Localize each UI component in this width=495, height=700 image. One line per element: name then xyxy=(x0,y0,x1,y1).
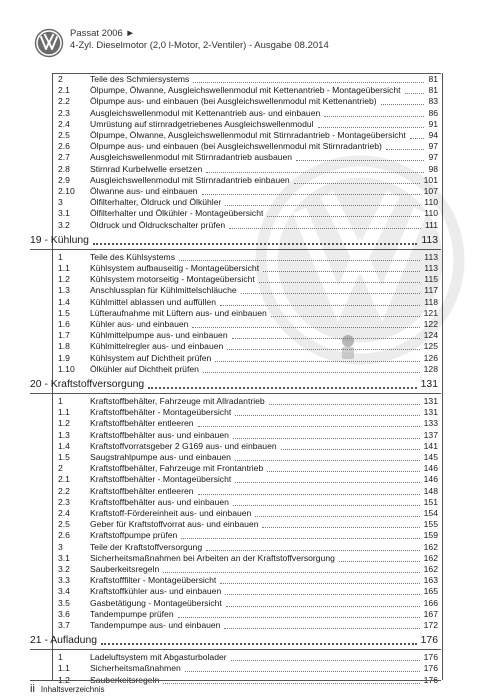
toc-entry-title: Ausgleichswellenmodul mit Stirnradantrieb ausbauen xyxy=(90,152,293,163)
toc-leader-dots xyxy=(181,538,419,539)
toc-entry[interactable] xyxy=(58,598,438,609)
chapter-rule xyxy=(30,393,441,394)
page-footer xyxy=(30,683,104,695)
toc-entry-number: 2.4 xyxy=(58,118,70,129)
toc-leader-dots xyxy=(235,482,419,483)
toc-entry-number: 3 xyxy=(58,541,63,552)
toc-entry-page: 137 xyxy=(423,429,438,440)
toc-entry-page: 176 xyxy=(423,652,438,663)
toc-leader-dots xyxy=(203,372,420,373)
toc-entry[interactable] xyxy=(58,152,438,163)
toc-entry-title: Kraftstoff-Fördereinheit aus- und einbauen xyxy=(90,508,252,518)
toc-entry-number: 2.6 xyxy=(58,141,70,152)
toc-entry[interactable] xyxy=(58,208,438,219)
toc-entry-number: 3.2 xyxy=(58,564,70,574)
toc-entry-page: 125 xyxy=(423,341,438,352)
toc-entry-page: 86 xyxy=(428,107,438,118)
toc-entry-number: 3.5 xyxy=(58,597,70,608)
toc-leader-dots xyxy=(231,660,420,661)
toc-entry-page: 141 xyxy=(423,440,438,451)
toc-entry-number: 2.6 xyxy=(58,530,70,541)
footer-rule xyxy=(30,680,441,681)
toc-entry-number: 1.10 xyxy=(58,363,75,374)
toc-entry[interactable] xyxy=(58,341,438,352)
toc-entry[interactable] xyxy=(58,186,438,197)
toc-entry-number: 3.1 xyxy=(58,208,70,219)
toc-entry[interactable] xyxy=(58,452,438,463)
toc-entry-number: 1 xyxy=(58,396,63,406)
toc-leader-dots xyxy=(269,404,420,405)
toc-entry-title: Kühlmittel ablassen und auffüllen xyxy=(90,296,216,307)
toc-entry-number: 3.7 xyxy=(58,620,70,630)
toc-entry[interactable] xyxy=(58,274,438,285)
toc-entry[interactable] xyxy=(58,620,438,631)
toc-entry-page: 83 xyxy=(428,96,438,107)
toc-leader-dots xyxy=(255,516,419,517)
toc-leader-dots xyxy=(226,606,420,607)
toc-entry[interactable] xyxy=(58,164,438,175)
toc-entry-page: 133 xyxy=(423,418,438,429)
toc-entry[interactable] xyxy=(58,430,438,441)
toc-entry-number: 3.6 xyxy=(58,608,70,619)
toc-entry-page: 110 xyxy=(424,197,438,208)
toc-entry-number: 1.1 xyxy=(58,263,70,273)
toc-entry[interactable] xyxy=(58,285,438,296)
toc-leader-dots xyxy=(198,494,420,495)
toc-entry-page: 166 xyxy=(423,597,438,608)
toc-entry-title: Kraftstoffkühler aus- und einbauen xyxy=(90,586,222,597)
toc-entry[interactable] xyxy=(58,542,438,553)
toc-entry[interactable] xyxy=(58,364,438,375)
toc-leader-dots xyxy=(101,643,417,645)
toc-chapter-entry[interactable] xyxy=(30,234,438,248)
toc-entry[interactable] xyxy=(58,141,438,152)
toc-entry-number: 3 xyxy=(58,197,63,208)
toc-leader-dots xyxy=(215,361,419,362)
toc-entry-number: 1.6 xyxy=(58,319,70,329)
toc-entry-title: Ausgleichswellenmodul mit Stirnradantrieb einbauen xyxy=(90,174,290,185)
toc-leader-dots xyxy=(381,104,425,105)
toc-entry-title: Teile des Kühlsystems xyxy=(90,251,176,262)
toc-entry-number: 3.2 xyxy=(58,219,70,230)
toc-entry-title: Lüfteraufnahme mit Lüftern aus- und einbauen xyxy=(90,307,267,318)
toc-chapter-page: 113 xyxy=(421,234,438,246)
toc-leader-dots xyxy=(198,426,420,427)
toc-entry-page: 151 xyxy=(423,496,438,507)
toc-entry-page: 115 xyxy=(424,274,438,285)
toc-leader-dots xyxy=(229,228,421,229)
toc-entry-title: Tandempumpe prüfen xyxy=(90,608,174,619)
toc-entry-page: 145 xyxy=(423,452,438,462)
toc-entry-title: Ölfilterhalter und Ölkühler - Montageübersicht xyxy=(90,208,264,219)
toc-entry-title: Geber für Kraftstoffvorrat aus- und einbauen xyxy=(90,519,259,530)
toc-leader-dots xyxy=(318,127,425,128)
toc-entry-page: 162 xyxy=(423,564,438,574)
toc-leader-dots xyxy=(233,505,420,506)
toc-entry-title: Kühlmittelregler aus- und einbauen xyxy=(90,341,224,352)
toc-entry-title: Sauberkeitsregeln xyxy=(90,674,160,685)
toc-entry-page: 118 xyxy=(424,296,438,307)
toc-leader-dots xyxy=(225,594,419,595)
chapter-rule xyxy=(30,649,441,650)
toc-entry[interactable] xyxy=(58,263,438,274)
toc-entry[interactable] xyxy=(58,85,438,96)
toc-entry[interactable] xyxy=(58,330,438,341)
toc-entry-page: 131 xyxy=(423,396,438,406)
toc-entry-number: 2.7 xyxy=(58,152,70,163)
toc-entry-page: 165 xyxy=(423,586,438,597)
toc-entry-page: 94 xyxy=(428,130,438,140)
toc-entry-title: Kühlsystem motorseitig - Montageübersicht xyxy=(90,274,255,285)
toc-entry-page: 113 xyxy=(424,263,438,273)
toc-entry-number: 1 xyxy=(58,652,63,663)
toc-entry-title: Ölwanne aus- und einbauen xyxy=(90,186,198,196)
toc-entry[interactable] xyxy=(58,564,438,575)
toc-leader-dots xyxy=(232,338,420,339)
toc-leader-dots xyxy=(267,216,420,217)
toc-entry-number: 1.8 xyxy=(58,341,70,352)
toc-chapter-entry[interactable] xyxy=(30,634,438,648)
toc-entry-page: 122 xyxy=(423,319,438,329)
toc-entry[interactable] xyxy=(58,530,438,541)
toc-entry-page: 176 xyxy=(423,674,438,685)
toc-leader-dots xyxy=(163,572,419,573)
toc-entry-number: 2.9 xyxy=(58,174,70,185)
toc-entry-title: Kraftstoffbehälter, Fahrzeuge mit Allradantrieb xyxy=(90,396,265,406)
toc-entry-title: Kraftstoffbehälter entleeren xyxy=(90,485,194,496)
toc-entry-title: Teile des Schmiersystems xyxy=(90,74,190,84)
toc-leader-dots xyxy=(267,471,419,472)
toc-entry[interactable] xyxy=(58,519,438,530)
toc-entry[interactable] xyxy=(58,96,438,107)
toc-entry-title: Kühler aus- und einbauen xyxy=(90,319,189,329)
toc-entry-number: 2.8 xyxy=(58,163,70,174)
toc-entry-page: 117 xyxy=(424,285,438,296)
toc-chapter-title: 21 - Aufladung xyxy=(30,635,98,647)
toc-entry-number: 1.1 xyxy=(58,663,70,674)
toc-leader-dots xyxy=(259,282,421,283)
toc-entry[interactable] xyxy=(58,108,438,119)
toc-leader-dots xyxy=(296,160,424,161)
header-line1: Passat 2006 ► xyxy=(70,28,135,39)
toc-entry[interactable] xyxy=(58,175,438,186)
toc-leader-dots xyxy=(224,628,419,629)
toc-entry[interactable] xyxy=(58,553,438,564)
toc-entry-title: Kühlmittelpumpe aus- und einbauen xyxy=(90,330,228,341)
toc-entry[interactable] xyxy=(58,474,438,485)
document-header xyxy=(70,28,329,52)
toc-entry-title: Kraftstoffvorratsgeber 2 G169 aus- und einbauen xyxy=(90,440,277,451)
toc-leader-dots xyxy=(220,305,420,306)
toc-entry-number: 1.7 xyxy=(58,330,70,341)
toc-leader-dots xyxy=(206,550,420,551)
toc-entry-title: Kraftstoffbehälter - Montageübersicht xyxy=(90,407,232,418)
toc-entry-page: 98 xyxy=(428,163,438,174)
toc-entry-title: Kraftstoffbehälter, Fahrzeuge mit Frontantrieb xyxy=(90,463,264,474)
toc-entry-number: 1.3 xyxy=(58,285,70,296)
toc-entry-title: Gasbetätigung - Montageübersicht xyxy=(90,597,222,608)
toc-entry-number: 1.2 xyxy=(58,674,70,685)
toc-leader-dots xyxy=(233,438,420,439)
toc-entry-title: Ölfilterhalter, Öldruck und Ölkühler xyxy=(90,197,222,208)
toc-chapter-page: 131 xyxy=(420,379,438,390)
toc-entry-title: Kraftstoffbehälter aus- und einbauen xyxy=(90,429,229,440)
toc-chapter-title: 20 - Kraftstoffversorgung xyxy=(30,379,145,390)
toc-entry-page: 81 xyxy=(428,74,438,84)
toc-entry[interactable] xyxy=(58,441,438,452)
toc-entry-title: Ölkühler auf Dichtheit prüfen xyxy=(90,363,199,374)
toc-leader-dots xyxy=(148,387,416,389)
toc-entry-title: Sicherheitsmaßnahmen xyxy=(90,663,181,674)
toc-entry-title: Saugstrahlpumpe aus- und einbauen xyxy=(90,452,231,462)
toc-entry-number: 1.4 xyxy=(58,440,70,451)
toc-entry-title: Ölpumpe, Ölwanne, Ausgleichswellenmodul mit Stirnradantrieb - Montageübersicht xyxy=(90,130,406,140)
toc-entry-number: 2 xyxy=(58,74,63,84)
toc-entry-title: Tandempumpe aus- und einbauen xyxy=(90,620,221,630)
toc-leader-dots xyxy=(294,183,420,184)
toc-leader-dots xyxy=(193,82,424,83)
toc-entry-title: Ölpumpe, Ölwanne, Ausgleichswellenmodul mit Kettenantrieb - Montageübersicht xyxy=(90,85,401,96)
toc-entry[interactable] xyxy=(58,486,438,497)
toc-leader-dots xyxy=(93,243,417,245)
toc-entry-page: 146 xyxy=(423,474,438,485)
toc-leader-dots xyxy=(227,349,419,350)
toc-entry-number: 2 xyxy=(58,463,63,474)
toc-chapter-title: 19 - Kühlung xyxy=(30,234,89,246)
toc-entry-page: 128 xyxy=(423,363,438,374)
toc-entry-title: Kraftstoffbehälter - Montageübersicht xyxy=(90,474,232,485)
toc-leader-dots xyxy=(163,683,419,684)
toc-leader-dots xyxy=(192,327,419,328)
toc-entry-page: 113 xyxy=(424,251,438,262)
toc-entry[interactable] xyxy=(58,418,438,429)
toc-entry-number: 2.10 xyxy=(58,186,75,196)
toc-entry-page: 107 xyxy=(423,186,438,196)
toc-entry-number: 2.3 xyxy=(58,496,70,507)
toc-entry-page: 172 xyxy=(423,620,438,630)
toc-entry-number: 3.1 xyxy=(58,552,70,563)
toc-entry[interactable] xyxy=(58,586,438,597)
toc-entry[interactable] xyxy=(58,74,438,85)
toc-entry[interactable] xyxy=(58,497,438,508)
vw-logo xyxy=(34,28,64,58)
toc-entry-page: 146 xyxy=(423,463,438,474)
toc-entry-page: 176 xyxy=(423,663,438,674)
toc-entry[interactable] xyxy=(58,463,438,474)
toc-entry-number: 2.4 xyxy=(58,508,70,518)
toc-leader-dots xyxy=(202,194,420,195)
toc-leader-dots xyxy=(262,527,419,528)
toc-entry-title: Kraftstofffilter - Montageübersicht xyxy=(90,575,217,586)
toc-entry-number: 1.4 xyxy=(58,296,70,307)
toc-entry-page: 121 xyxy=(423,307,438,318)
toc-leader-dots xyxy=(271,316,420,317)
toc-entry-title: Sauberkeitsregeln xyxy=(90,564,160,574)
toc-entry-title: Kühlsystem auf Dichtheit prüfen xyxy=(90,352,212,363)
toc-entry-page: 124 xyxy=(423,330,438,341)
toc-entry-number: 1.2 xyxy=(58,418,70,429)
toc-entry-page: 159 xyxy=(423,530,438,541)
toc-entry[interactable] xyxy=(58,407,438,418)
toc-leader-dots xyxy=(235,415,419,416)
toc-entry-number: 1.5 xyxy=(58,307,70,318)
toc-entry-page: 162 xyxy=(423,541,438,552)
toc-leader-dots xyxy=(410,138,425,139)
toc-entry-title: Ölpumpe aus- und einbauen (bei Ausgleichswellenmodul mit Stirnradantrieb) xyxy=(90,141,382,152)
toc-entry[interactable] xyxy=(58,252,438,263)
toc-entry[interactable] xyxy=(58,297,438,308)
toc-entry-page: 155 xyxy=(423,519,438,530)
toc-entry[interactable] xyxy=(58,119,438,130)
toc-entry-number: 1.5 xyxy=(58,452,70,462)
toc-leader-dots xyxy=(263,271,420,272)
toc-entry-number: 1.2 xyxy=(58,274,70,285)
toc-entry[interactable] xyxy=(58,508,438,519)
toc-entry-title: Umrüstung auf stirnradgetriebenes Ausgleichswellenmodul xyxy=(90,118,314,129)
toc-leader-dots xyxy=(225,205,420,206)
toc-leader-dots xyxy=(206,172,424,173)
toc-leader-dots xyxy=(405,93,425,94)
toc-entry[interactable] xyxy=(58,220,438,231)
toc-leader-dots xyxy=(178,617,420,618)
toc-entry-title: Kraftstoffpumpe prüfen xyxy=(90,530,178,541)
toc-entry-number: 1 xyxy=(58,251,63,262)
toc-entry-number: 3.3 xyxy=(58,575,70,586)
toc-entry-number: 2.3 xyxy=(58,107,70,118)
toc-entry-number: 2.2 xyxy=(58,485,70,496)
toc-entry-page: 91 xyxy=(428,118,438,129)
toc-leader-dots xyxy=(241,293,421,294)
toc-entry[interactable] xyxy=(58,609,438,620)
toc-chapter-page: 176 xyxy=(420,635,438,647)
toc-leader-dots xyxy=(179,260,420,261)
toc-entry-page: 167 xyxy=(423,608,438,619)
toc-chapter-entry[interactable] xyxy=(30,378,438,392)
toc-leader-dots xyxy=(281,449,420,450)
toc-entry-page: 154 xyxy=(423,508,438,518)
toc-entry-number: 1.1 xyxy=(58,407,70,418)
toc-entry-title: Stirnrad Kurbelwelle ersetzen xyxy=(90,163,203,174)
toc-entry-title: Anschlussplan für Kühlmittelschläuche xyxy=(90,285,237,296)
toc-entry-number: 2.2 xyxy=(58,96,70,107)
footer-label: Inhaltsverzeichnis xyxy=(40,685,105,694)
toc-entry-page: 97 xyxy=(428,152,438,163)
toc-entry-title: Kraftstoffbehälter aus- und einbauen xyxy=(90,496,229,507)
toc-entry-page: 101 xyxy=(423,174,438,185)
toc-entry-title: Ladeluftsystem mit Abgasturbolader xyxy=(90,652,227,663)
toc-leader-dots xyxy=(220,583,419,584)
toc-entry-page: 148 xyxy=(423,485,438,496)
toc-entry-title: Öldruck und Öldruckschalter prüfen xyxy=(90,219,226,230)
toc-entry-number: 2.5 xyxy=(58,519,70,530)
toc-entry-number: 3.4 xyxy=(58,586,70,597)
toc-entry[interactable] xyxy=(58,663,438,674)
toc-leader-dots xyxy=(386,149,425,150)
toc-entry[interactable] xyxy=(58,319,438,330)
toc-entry[interactable] xyxy=(58,353,438,364)
toc-entry-title: Teile der Kraftstoffversorgung xyxy=(90,541,203,552)
toc-entry[interactable] xyxy=(58,652,438,663)
toc-entry-page: 162 xyxy=(423,552,438,563)
toc-entry-number: 2.1 xyxy=(58,85,70,96)
toc-entry-title: Ölpumpe aus- und einbauen (bei Ausgleichswellenmodul mit Kettenantrieb) xyxy=(90,96,377,107)
toc-entry-page: 126 xyxy=(423,352,438,363)
toc-leader-dots xyxy=(339,561,420,562)
toc-entry-page: 163 xyxy=(423,575,438,586)
toc-entry-number: 2.1 xyxy=(58,474,70,485)
toc-entry-page: 131 xyxy=(423,407,438,418)
toc-entry-page: 81 xyxy=(428,85,438,96)
toc-entry[interactable] xyxy=(58,575,438,586)
chapter-rule xyxy=(30,249,441,250)
footer-page-number: ii xyxy=(30,683,35,695)
toc-entry-number: 1.9 xyxy=(58,352,70,363)
toc-entry[interactable] xyxy=(58,130,438,141)
toc-entry-page: 97 xyxy=(428,141,438,152)
toc-entry-title: Sicherheitsmaßnahmen bei Arbeiten an der Kraftstoffversorgung xyxy=(90,552,335,563)
toc-entry-number: 2.5 xyxy=(58,130,70,140)
toc-leader-dots xyxy=(235,460,420,461)
toc-entry[interactable] xyxy=(58,308,438,319)
header-line2: 4-Zyl. Dieselmotor (2,0 l-Motor, 2-Ventiler) - Ausgabe 08.2014 xyxy=(70,40,329,51)
toc-entry-title: Kraftstoffbehälter entleeren xyxy=(90,418,194,429)
toc-entry[interactable] xyxy=(58,197,438,208)
toc-leader-dots xyxy=(324,116,424,117)
toc-entry-page: 110 xyxy=(424,208,438,219)
toc-entry-title: Kühlsystem aufbauseitig - Montageübersicht xyxy=(90,263,260,273)
toc-entry[interactable] xyxy=(58,396,438,407)
toc-entry-number: 1.3 xyxy=(58,429,70,440)
toc-entry-page: 111 xyxy=(424,219,438,230)
toc-entry-title: Ausgleichswellenmodul mit Kettenantrieb aus- und einbauen xyxy=(90,107,321,118)
toc-leader-dots xyxy=(185,671,420,672)
